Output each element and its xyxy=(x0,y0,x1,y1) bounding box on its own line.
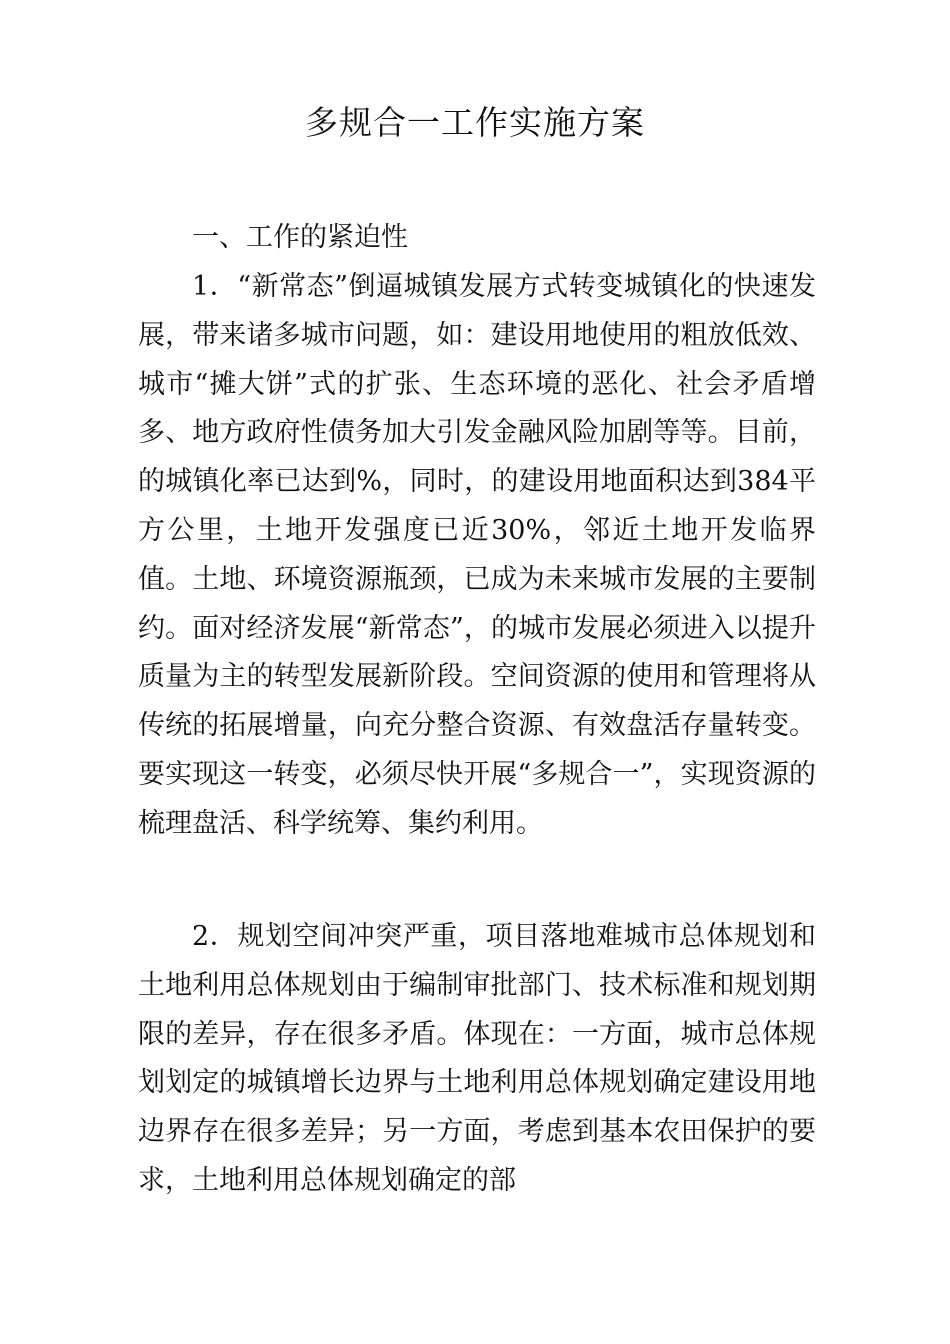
document-title: 多规合一工作实施方案 xyxy=(305,103,645,142)
section-heading: 一、工作的紧迫性 xyxy=(192,222,408,253)
paragraph-1: 1．“新常态”倒逼城镇发展方式转变城镇化的快速发展，带来诸多城市问题，如：建设用地使用的粗放低效、城市“摊大饼”式的扩张、生态环境的恶化、社会矛盾增多、地方政府性债务加大引发金融风险加剧等等。目前，的城镇化率已达到%，同时，的建设用地面积达到384平方公里，土地开发强度已近30%，邻近土地开发临界值。土地、环境资源瓶颈，已成为未来城市发展的主要制约。面对经济发展“新常态”，的城市发展必须进入以提升质量为主的转型发展新阶段。空间资源的使用和管理将从传统的拓展增量，向充分整合资源、有效盘活存量转变。要实现这一转变，必须尽快开展“多规合一”，实现资源的梳理盘活、科学统筹、集约利用。 xyxy=(138,271,816,839)
paragraph-2: 2．规划空间冲突严重，项目落地难城市总体规划和土地利用总体规划由于编制审批部门、技术标准和规划期限的差异，存在很多矛盾。体现在：一方面，城市总体规划划定的城镇增长边界与土地利用总体规划确定建设用地边界存在很多差异；另一方面，考虑到基本农田保护的要求，土地利用总体规划确定的部 xyxy=(138,921,816,1196)
